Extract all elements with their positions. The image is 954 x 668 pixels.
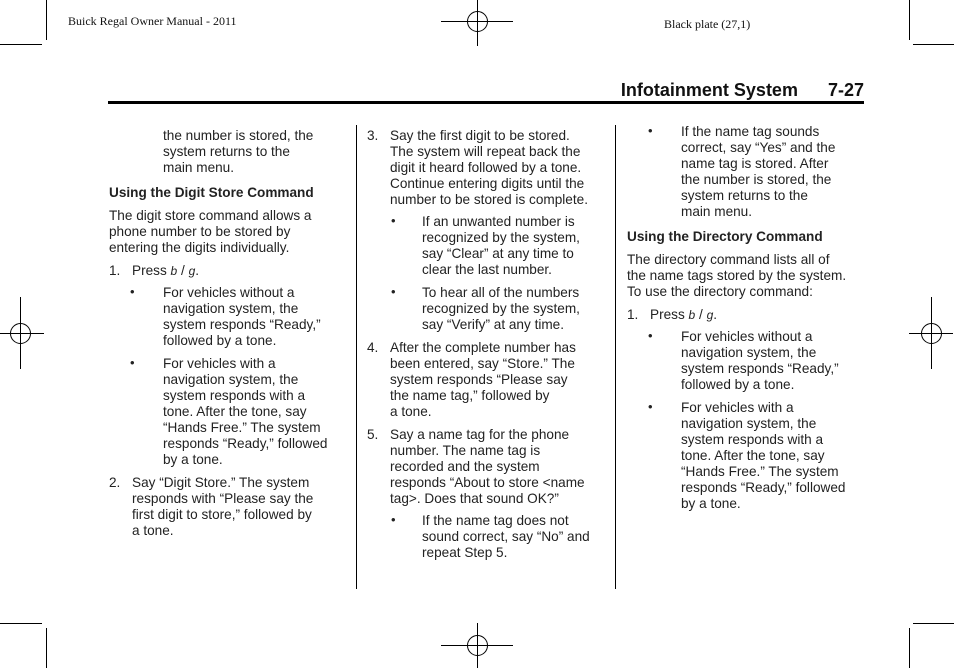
bullet-glyph: • [391,213,396,228]
bullet-glyph: • [648,328,653,343]
bullet-item: • To hear all of the numbers recognized by the system, say “Verify” at any time. [391,284,580,332]
column-2 [367,128,609,561]
plate-number: Black plate (27,1) [664,17,751,31]
bullet-item: • For vehicles without a navigation system, the system responds “Ready,” followed by a tone. [130,284,321,348]
page-header [108,80,864,106]
bullet-glyph: • [391,284,396,299]
section-heading: Using the Directory Command [627,229,823,244]
phone-button-icon: b [170,264,178,278]
bullet-glyph: • [130,355,135,370]
crop-mark [913,44,954,45]
crop-mark [0,623,42,624]
crop-mark [909,628,910,668]
crop-mark [46,0,47,40]
page-title [621,80,864,101]
step-4: 4. After the complete number has been entered, say “Store.” The system responds “Please say the name tag,” followed by a tone. [367,340,576,419]
step-3: 3. Say the first digit to be stored. The system will repeat back the digit it heard followed by a tone. Continue entering digits until the number to be stored is complete. [367,128,588,207]
continued-text: the number is stored, the system returns to the main menu. [163,128,314,175]
bullet-item: • For vehicles without a navigation system, the system responds “Ready,” followed by a tone. [648,328,839,392]
step-1: 1. Press b / g. [109,263,200,278]
voice-button-icon: g [706,308,714,322]
page-number: 7-27 [827,80,864,100]
bullet-item: • For vehicles with a navigation system, the system responds with a tone. After the tone, say “Hands Free.” The system responds “Ready,” followed by a tone. [648,399,846,511]
bullet-glyph: • [648,123,653,138]
bullet-item: • If an unwanted number is recognized by the system, say “Clear” at any time to clear the last number. [391,213,580,277]
voice-button-icon: g [188,264,196,278]
section-title: Infotainment System [620,80,798,100]
crop-mark [0,44,42,45]
crop-mark [909,0,910,40]
crop-mark [913,623,954,624]
header-rule [108,101,864,104]
phone-button-icon: b [688,308,696,322]
plate-manual-name: Buick Regal Owner Manual - 2011 [68,14,237,28]
step-2: 2. Say “Digit Store.” The system responds with “Please say the first digit to store,” followed by a tone. [109,475,314,538]
bullet-item: • If the name tag sounds correct, say “Yes” and the name tag is stored. After the number is stored, the system returns to the main menu. [648,123,836,219]
column-divider [356,125,357,589]
bullet-glyph: • [391,512,396,527]
step-5: 5. Say a name tag for the phone number. The name tag is recorded and the system responds “About to store <name tag>. Does that sound OK?” [367,427,585,506]
intro-paragraph: The directory command lists all of the name tags stored by the system. To use the directory command: [627,252,847,299]
column-3 [627,124,869,512]
column-1 [109,128,349,539]
section-heading: Using the Digit Store Command [109,185,314,200]
intro-paragraph: The digit store command allows a phone number to be stored by entering the digits individually. [109,208,312,255]
bullet-glyph: • [648,399,653,414]
crop-mark [46,628,47,668]
bullet-item: • If the name tag does not sound correct, say “No” and repeat Step 5. [391,512,590,560]
bullet-glyph: • [130,284,135,299]
step-1: 1. Press b / g. [627,307,718,322]
column-divider [615,125,616,589]
bullet-item: • For vehicles with a navigation system, the system responds with a tone. After the tone, say “Hands Free.” The system responds “Ready,” followed by a tone. [130,355,328,467]
